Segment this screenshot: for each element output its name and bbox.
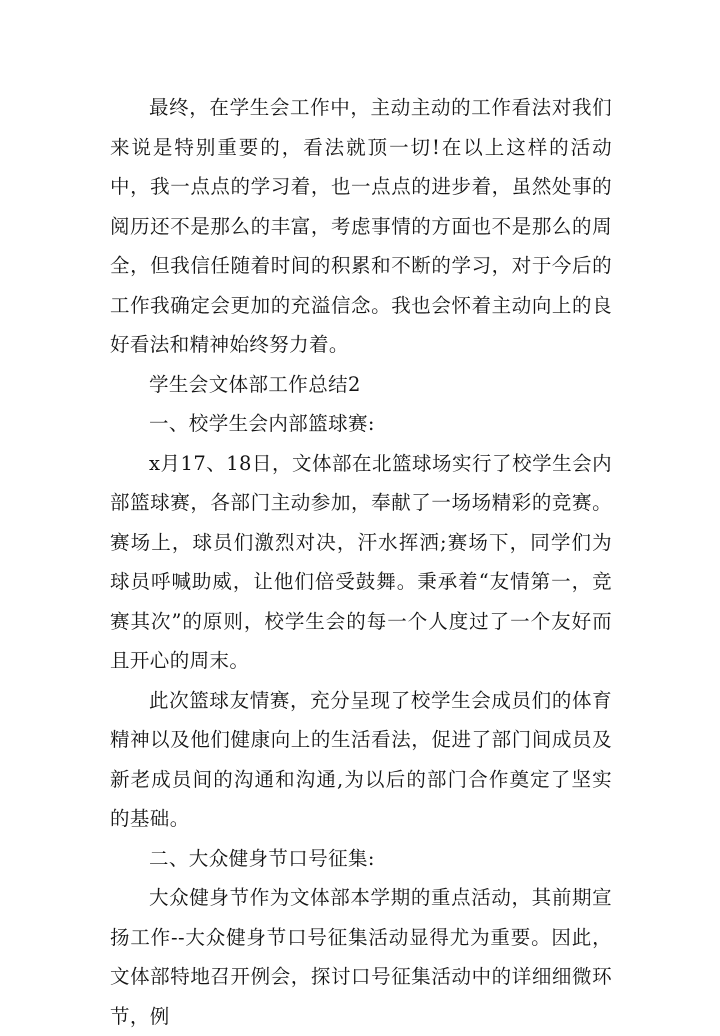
subheading-basketball: 一、校学生会内部篮球赛:: [149, 412, 375, 435]
paragraph-slogan: 大众健身节作为文体部本学期的重点活动，其前期宣扬工作--大众健身节口号征集活动显得尤为重要。因此，文体部特地召开例会，探讨口号征集活动中的详细细微环节，例: [110, 886, 612, 1028]
document-page: [110, 88, 612, 1036]
paragraph-conclusion: 最终，在学生会工作中，主动主动的工作看法对我们来说是特别重要的，看法就顶一切!在以上这样的活动中，我一点点的学习着，也一点点的进步着，虽然处事的阅历还不是那么的丰富，考虑事情的方面也不是那么的周全，但我信任随着时间的积累和不断的学习，对于今后的工作我确定会更加的充溢信念。我也会怀着主动向上的良好看法和精神始终努力着。: [110, 96, 612, 356]
subheading-slogan: 二、大众健身节口号征集:: [149, 846, 375, 870]
section-title: 学生会文体部工作总结2: [149, 372, 361, 396]
paragraph-basketball-summary: 此次篮球友情赛，充分呈现了校学生会成员们的体育精神以及他们健康向上的生活看法，促进了部门间成员及新老成员间的沟通和沟通,为以后的部门合作奠定了坚实的基础。: [110, 688, 612, 830]
paragraph-basketball-event: x月17、18日，文体部在北篮球场实行了校学生会内部篮球赛，各部门主动参加，奉献了一场场精彩的竞赛。赛场上，球员们激烈对决，汗水挥洒;赛场下，同学们为球员呼喊助威，让他们倍受鼓舞。秉承着“友情第一，竞赛其次”的原则，校学生会的每一个人度过了一个友好而且开心的周末。: [110, 451, 612, 672]
